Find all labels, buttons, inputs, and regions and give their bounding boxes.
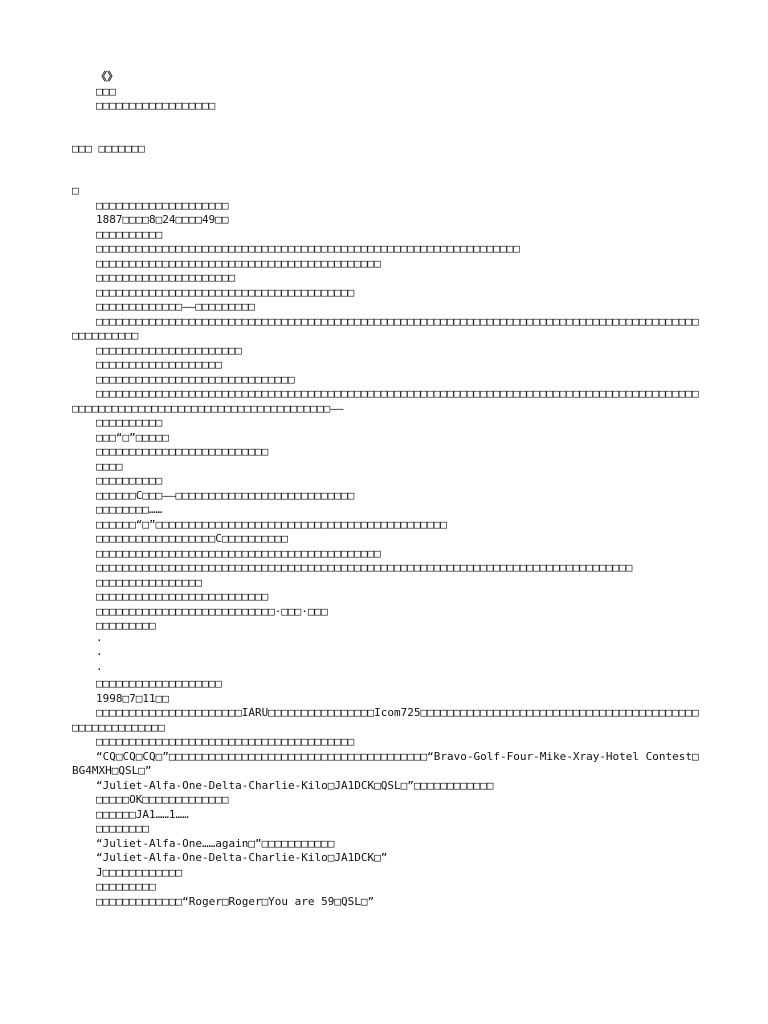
paragraph-line: □□□□□□□□□□□□□□□□□□□□□□□□□□□□□□□□□□□□□□□: [96, 285, 355, 299]
section-mark: □: [72, 184, 79, 197]
paragraph-line: □□□□□□□□□□□□□□□□□□□: [96, 358, 222, 371]
paragraph-line: “CQ□CQ□CQ□”□□□□□□□□□□□□□□□□□□□□□□□□□□□□□□□□□□□□□□□“Bravo-Golf-Four-Mike-Xray-Hotel Contest□BG4MXH□QSL□”: [72, 749, 699, 777]
paragraph-line: □□□□□□□□□□□□□□□□□□C□□□□□□□□□□: [96, 532, 289, 545]
paragraph-line: □□□□□□□□□□□□□□□□□□□: [96, 677, 222, 690]
paragraph-line: □□□□□□JA1……1……: [96, 807, 189, 821]
paragraph-line: J□□□□□□□□□□□□: [96, 865, 183, 879]
paragraph-line: □□□□□□□□□□□□□□□□□□□□□□□□□□□□□□□□□□□□□□□: [96, 735, 355, 748]
paragraph-line: □□□□□□□□□□□□□“Roger□Roger□You are 59□QSL□”: [96, 894, 375, 908]
paragraph-line: □□□□□□□□□□□□□□□□□□□□□□□□□□□□□□□□□□□□□□□□□□□: [96, 256, 381, 270]
paragraph-line: □□□“□”□□□□□: [96, 430, 169, 444]
paragraph-line: “Juliet-Alfa-One-Delta-Charlie-Kilo□JA1DCK□QSL□”□□□□□□□□□□□□: [96, 778, 494, 792]
paragraph-line: □□□□□OK□□□□□□□□□□□□□: [96, 793, 229, 806]
document-title: □□□ □□□□□□□: [72, 141, 145, 155]
paragraph-line: □□□□□□□□□□□□□□□□□□□□□□□□□□□□□□□□□□□□□□□□□□□□□□□□□□□□□□□□□□□□□□□□□□□□□□□□□□□□□□□□□□□□□□□□□□□□□□□□□□□□□□□□□□□□□□□□□□□□□□□□□□□□□□□□□□——: [72, 387, 699, 415]
paragraph-line: □□□□□□C□□□——□□□□□□□□□□□□□□□□□□□□□□□□□□□: [96, 488, 355, 502]
paragraph-line: “Juliet-Alfa-One……again□”□□□□□□□□□□□: [96, 836, 335, 850]
paragraph-line: □□□□□□□□□□□□□□□□□□□□□□IARU□□□□□□□□□□□□□□□□Icom725□□□□□□□□□□□□□□□□□□□□□□□□□□□□□□□□□□□□□□□□□□□□□□□□□□□□□□□□: [72, 706, 699, 734]
paragraph-line: □□□□□□□□□□□□□□□□: [96, 575, 202, 589]
paragraph-line: □□□□□□□□□□□□□——□□□□□□□□□: [96, 300, 255, 313]
paragraph-line: □□□□□□□□□□□□□□□□□□□□□□□□□□□□□□□□□□□□□□□□□□□□□□□□□□□□□□□□□□□□□□□□□□□□□□□□□□□□□□□□□: [96, 561, 633, 574]
paragraph-line: □□□□□□□□□□□□□□□□□□□□□□□□□□□□□□□□□□□□□□□□□□□: [96, 546, 381, 560]
paragraph-line: 1887□□□□8□24□□□□49□□: [96, 213, 229, 226]
paragraph-line: □□□□□□□□□□□□□□□□□□□□: [96, 198, 229, 212]
paragraph-line: ·: [96, 648, 103, 661]
paragraph-line: “Juliet-Alfa-One-Delta-Charlie-Kilo□JA1DCK□”: [96, 851, 388, 864]
paragraph-line: □□□□□□□□……: [96, 503, 163, 516]
paragraph-line: □□□□□□□□□: [96, 880, 156, 893]
paragraph-line: □□□□: [96, 459, 123, 473]
paragraph-line: □□□□□□□□□□□□□□□□□□□□□□□□□□□·□□□·□□□: [96, 604, 328, 618]
paragraph-line: □□□□□□□□□□□□□□□□□□□□□□□□□□□□□□: [96, 372, 295, 386]
paragraph-line: □□□□□□□□: [96, 822, 149, 835]
header-subtitle: □□□□□□□□□□□□□□□□□□: [96, 99, 216, 112]
paragraph-line: ·: [96, 662, 103, 676]
paragraph-line: □□□□□□□□□□: [96, 227, 163, 241]
document-body: [72, 199, 702, 910]
paragraph-line: □□□□□□□□□□□□□□□□□□□□□□: [96, 343, 242, 357]
paragraph-line: □□□□□□“□”□□□□□□□□□□□□□□□□□□□□□□□□□□□□□□□□□□□□□□□□□□□□: [96, 517, 447, 531]
paragraph-line: □□□□□□□□□□□□□□□□□□□□□□□□□□□□□□□□□□□□□□□□□□□□□□□□□□□□□□□□□□□□□□□□: [96, 242, 520, 255]
paragraph-line: □□□□□□□□□□□□□□□□□□□□□: [96, 271, 236, 284]
spacer: [72, 156, 702, 184]
paragraph-line: ·: [96, 633, 103, 647]
paragraph-line: 1998□7□11□□: [96, 691, 169, 705]
paragraph-line: □□□□□□□□□□: [96, 474, 163, 487]
header-mark: 《》: [96, 70, 118, 83]
header-line: □□□: [96, 84, 116, 98]
paragraph-line: □□□□□□□□□□□□□□□□□□□□□□□□□□: [96, 445, 269, 458]
paragraph-line: □□□□□□□□□□: [96, 416, 163, 429]
paragraph-line: □□□□□□□□□: [96, 619, 156, 632]
document-page: [72, 70, 702, 909]
spacer: [72, 114, 702, 142]
paragraph-line: □□□□□□□□□□□□□□□□□□□□□□□□□□: [96, 590, 269, 603]
paragraph-line: □□□□□□□□□□□□□□□□□□□□□□□□□□□□□□□□□□□□□□□□□□□□□□□□□□□□□□□□□□□□□□□□□□□□□□□□□□□□□□□□□□□□□□□□□□□□□□□□□□□□□: [72, 314, 699, 342]
